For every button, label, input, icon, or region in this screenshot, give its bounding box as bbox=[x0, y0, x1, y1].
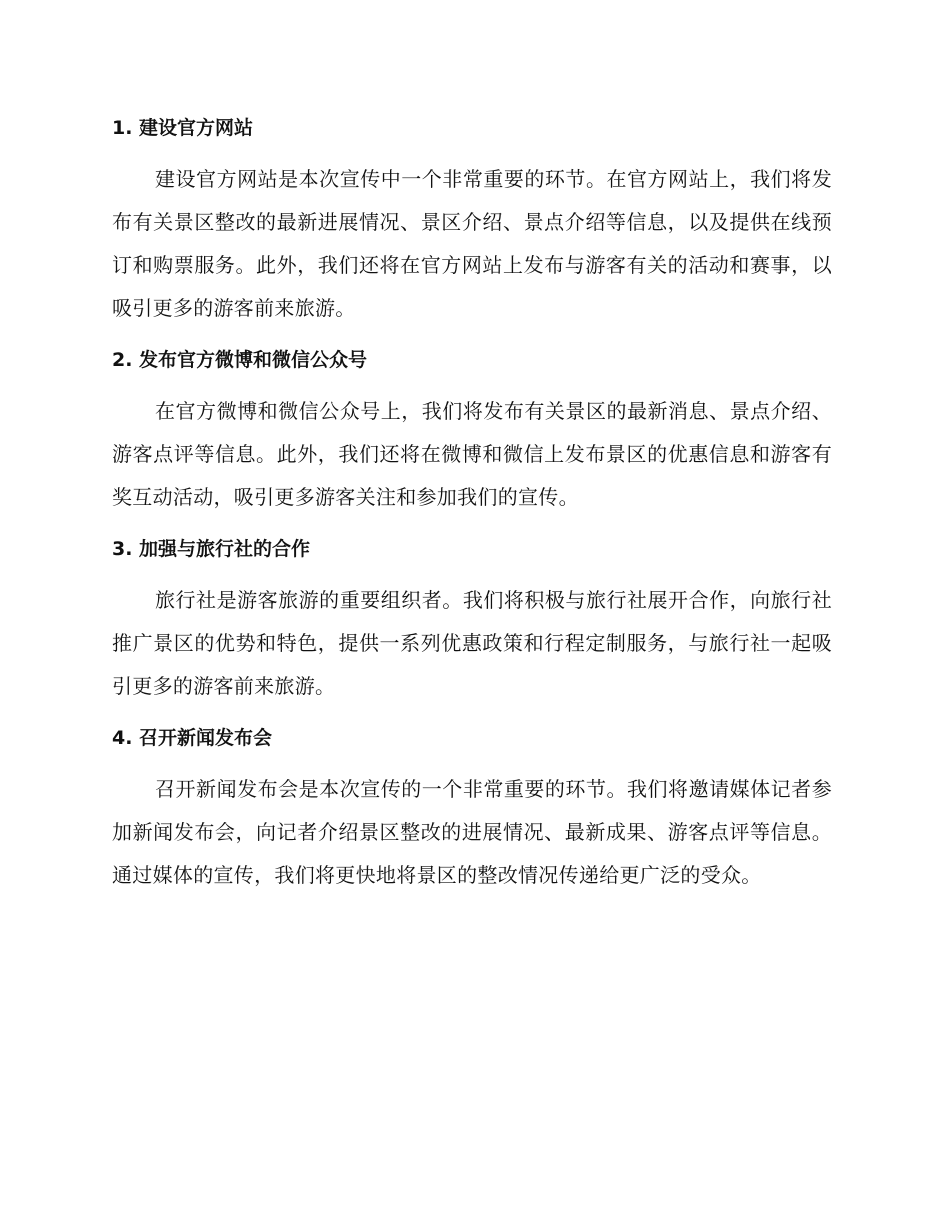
section-paragraph: 建设官方网站是本次宣传中一个非常重要的环节。在官方网站上，我们将发布有关景区整改的最新进展情况、景区介绍、景点介绍等信息，以及提供在线预订和购票服务。此外，我们还将在官方网站上发布与游客有关的活动和赛事，以吸引更多的游客前来旅游。 bbox=[112, 167, 832, 320]
document-page bbox=[112, 110, 832, 909]
section-paragraph: 在官方微博和微信公众号上，我们将发布有关景区的最新消息、景点介绍、游客点评等信息。此外，我们还将在微博和微信上发布景区的优惠信息和游客有奖互动活动，吸引更多游客关注和参加我们的宣传。 bbox=[112, 399, 832, 509]
section-travel-agency bbox=[112, 531, 832, 708]
section-paragraph: 召开新闻发布会是本次宣传的一个非常重要的环节。我们将邀请媒体记者参加新闻发布会，向记者介绍景区整改的进展情况、最新成果、游客点评等信息。通过媒体的宣传，我们将更快地将景区的整改情况传递给更广泛的受众。 bbox=[112, 777, 832, 887]
section-press-conference bbox=[112, 720, 832, 897]
section-heading: 2. 发布官方微博和微信公众号 bbox=[112, 349, 368, 371]
section-heading: 3. 加强与旅行社的合作 bbox=[112, 538, 311, 560]
section-heading: 4. 召开新闻发布会 bbox=[112, 727, 273, 749]
section-weibo-wechat bbox=[112, 342, 832, 519]
section-official-website bbox=[112, 110, 832, 330]
section-heading: 1. 建设官方网站 bbox=[112, 117, 254, 139]
section-paragraph: 旅行社是游客旅游的重要组织者。我们将积极与旅行社展开合作，向旅行社推广景区的优势和特色，提供一系列优惠政策和行程定制服务，与旅行社一起吸引更多的游客前来旅游。 bbox=[112, 588, 832, 698]
